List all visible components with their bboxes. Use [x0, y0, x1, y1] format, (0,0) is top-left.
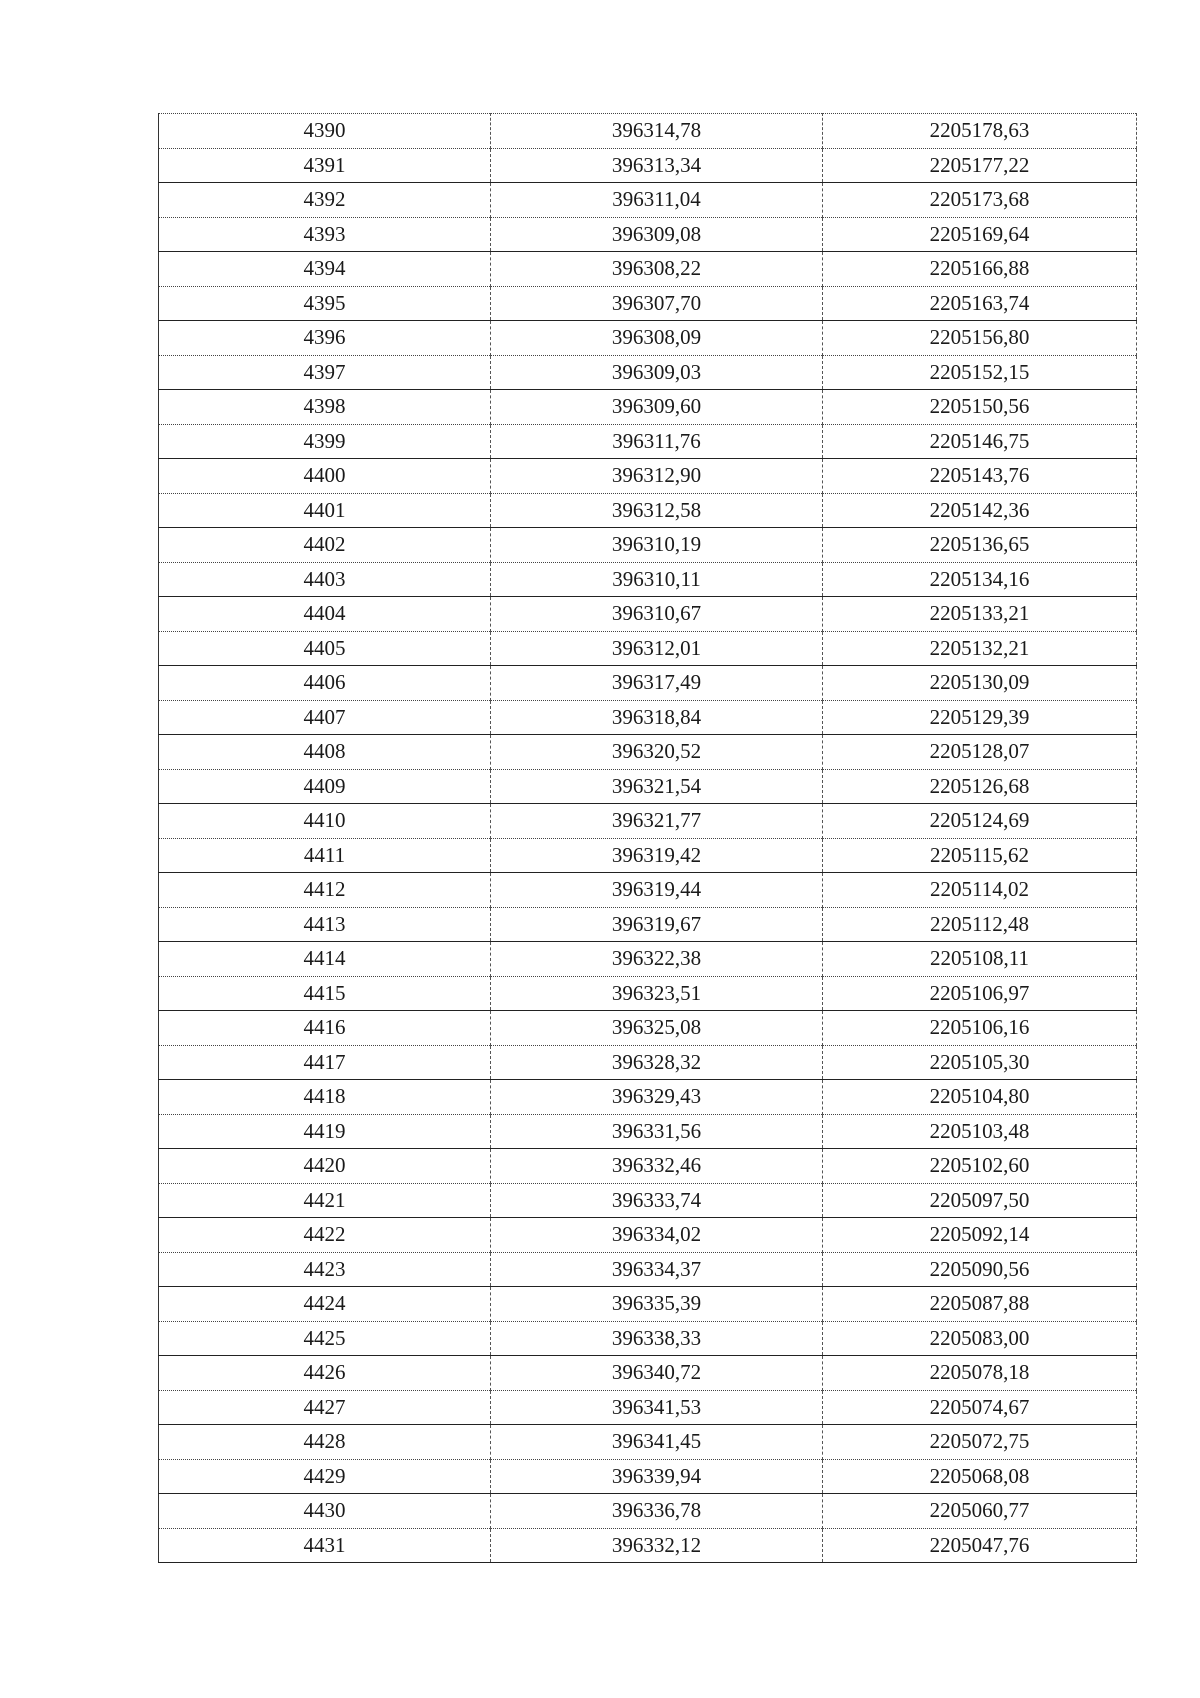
- table-row: [159, 355, 1137, 390]
- x-coordinate-cell: 396323,51: [491, 976, 823, 1011]
- x-coordinate-cell: 396332,46: [491, 1149, 823, 1184]
- table-row: [159, 286, 1137, 321]
- x-coordinate-cell: 396307,70: [491, 286, 823, 321]
- point-number-cell: 4429: [159, 1459, 491, 1494]
- point-number-cell: 4414: [159, 942, 491, 977]
- point-number-cell: 4413: [159, 907, 491, 942]
- point-number-cell: 4409: [159, 769, 491, 804]
- point-number-cell: 4426: [159, 1356, 491, 1391]
- y-coordinate-cell: 2205060,77: [823, 1494, 1137, 1529]
- y-coordinate-cell: 2205083,00: [823, 1321, 1137, 1356]
- table-row: [159, 838, 1137, 873]
- point-number-cell: 4428: [159, 1425, 491, 1460]
- y-coordinate-cell: 2205143,76: [823, 459, 1137, 494]
- table-row: [159, 1390, 1137, 1425]
- point-number-cell: 4408: [159, 735, 491, 770]
- y-coordinate-cell: 2205150,56: [823, 390, 1137, 425]
- coordinates-table-body: [159, 114, 1137, 1563]
- x-coordinate-cell: 396331,56: [491, 1114, 823, 1149]
- y-coordinate-cell: 2205074,67: [823, 1390, 1137, 1425]
- table-row: [159, 942, 1137, 977]
- x-coordinate-cell: 396310,67: [491, 597, 823, 632]
- y-coordinate-cell: 2205090,56: [823, 1252, 1137, 1287]
- table-row: [159, 907, 1137, 942]
- x-coordinate-cell: 396341,53: [491, 1390, 823, 1425]
- x-coordinate-cell: 396322,38: [491, 942, 823, 977]
- x-coordinate-cell: 396321,77: [491, 804, 823, 839]
- y-coordinate-cell: 2205142,36: [823, 493, 1137, 528]
- coordinates-table: [158, 113, 1137, 1563]
- x-coordinate-cell: 396338,33: [491, 1321, 823, 1356]
- point-number-cell: 4420: [159, 1149, 491, 1184]
- table-row: [159, 1252, 1137, 1287]
- table-row: [159, 148, 1137, 183]
- x-coordinate-cell: 396308,09: [491, 321, 823, 356]
- y-coordinate-cell: 2205112,48: [823, 907, 1137, 942]
- y-coordinate-cell: 2205103,48: [823, 1114, 1137, 1149]
- x-coordinate-cell: 396312,01: [491, 631, 823, 666]
- point-number-cell: 4404: [159, 597, 491, 632]
- x-coordinate-cell: 396333,74: [491, 1183, 823, 1218]
- y-coordinate-cell: 2205166,88: [823, 252, 1137, 287]
- x-coordinate-cell: 396339,94: [491, 1459, 823, 1494]
- x-coordinate-cell: 396334,02: [491, 1218, 823, 1253]
- x-coordinate-cell: 396309,60: [491, 390, 823, 425]
- x-coordinate-cell: 396332,12: [491, 1528, 823, 1563]
- table-row: [159, 597, 1137, 632]
- y-coordinate-cell: 2205130,09: [823, 666, 1137, 701]
- x-coordinate-cell: 396320,52: [491, 735, 823, 770]
- point-number-cell: 4425: [159, 1321, 491, 1356]
- x-coordinate-cell: 396308,22: [491, 252, 823, 287]
- y-coordinate-cell: 2205106,16: [823, 1011, 1137, 1046]
- table-row: [159, 1149, 1137, 1184]
- table-row: [159, 631, 1137, 666]
- point-number-cell: 4421: [159, 1183, 491, 1218]
- point-number-cell: 4406: [159, 666, 491, 701]
- table-row: [159, 493, 1137, 528]
- table-row: [159, 183, 1137, 218]
- y-coordinate-cell: 2205092,14: [823, 1218, 1137, 1253]
- point-number-cell: 4403: [159, 562, 491, 597]
- table-row: [159, 735, 1137, 770]
- x-coordinate-cell: 396319,67: [491, 907, 823, 942]
- point-number-cell: 4418: [159, 1080, 491, 1115]
- y-coordinate-cell: 2205136,65: [823, 528, 1137, 563]
- x-coordinate-cell: 396340,72: [491, 1356, 823, 1391]
- y-coordinate-cell: 2205078,18: [823, 1356, 1137, 1391]
- x-coordinate-cell: 396328,32: [491, 1045, 823, 1080]
- x-coordinate-cell: 396318,84: [491, 700, 823, 735]
- point-number-cell: 4431: [159, 1528, 491, 1563]
- table-row: [159, 1080, 1137, 1115]
- y-coordinate-cell: 2205106,97: [823, 976, 1137, 1011]
- point-number-cell: 4411: [159, 838, 491, 873]
- y-coordinate-cell: 2205169,64: [823, 217, 1137, 252]
- y-coordinate-cell: 2205072,75: [823, 1425, 1137, 1460]
- point-number-cell: 4397: [159, 355, 491, 390]
- point-number-cell: 4430: [159, 1494, 491, 1529]
- point-number-cell: 4398: [159, 390, 491, 425]
- x-coordinate-cell: 396336,78: [491, 1494, 823, 1529]
- point-number-cell: 4396: [159, 321, 491, 356]
- point-number-cell: 4407: [159, 700, 491, 735]
- x-coordinate-cell: 396341,45: [491, 1425, 823, 1460]
- y-coordinate-cell: 2205129,39: [823, 700, 1137, 735]
- x-coordinate-cell: 396311,76: [491, 424, 823, 459]
- table-row: [159, 217, 1137, 252]
- table-row: [159, 1528, 1137, 1563]
- y-coordinate-cell: 2205133,21: [823, 597, 1137, 632]
- point-number-cell: 4416: [159, 1011, 491, 1046]
- point-number-cell: 4401: [159, 493, 491, 528]
- table-row: [159, 562, 1137, 597]
- point-number-cell: 4405: [159, 631, 491, 666]
- point-number-cell: 4400: [159, 459, 491, 494]
- point-number-cell: 4412: [159, 873, 491, 908]
- y-coordinate-cell: 2205068,08: [823, 1459, 1137, 1494]
- table-row: [159, 390, 1137, 425]
- table-row: [159, 1183, 1137, 1218]
- table-row: [159, 1356, 1137, 1391]
- table-row: [159, 528, 1137, 563]
- table-row: [159, 321, 1137, 356]
- x-coordinate-cell: 396317,49: [491, 666, 823, 701]
- y-coordinate-cell: 2205114,02: [823, 873, 1137, 908]
- y-coordinate-cell: 2205146,75: [823, 424, 1137, 459]
- table-row: [159, 1287, 1137, 1322]
- y-coordinate-cell: 2205124,69: [823, 804, 1137, 839]
- table-row: [159, 873, 1137, 908]
- table-row: [159, 114, 1137, 149]
- x-coordinate-cell: 396319,44: [491, 873, 823, 908]
- point-number-cell: 4393: [159, 217, 491, 252]
- table-row: [159, 700, 1137, 735]
- point-number-cell: 4394: [159, 252, 491, 287]
- x-coordinate-cell: 396312,58: [491, 493, 823, 528]
- x-coordinate-cell: 396325,08: [491, 1011, 823, 1046]
- point-number-cell: 4399: [159, 424, 491, 459]
- y-coordinate-cell: 2205152,15: [823, 355, 1137, 390]
- y-coordinate-cell: 2205105,30: [823, 1045, 1137, 1080]
- table-row: [159, 424, 1137, 459]
- point-number-cell: 4410: [159, 804, 491, 839]
- x-coordinate-cell: 396311,04: [491, 183, 823, 218]
- table-row: [159, 1218, 1137, 1253]
- point-number-cell: 4395: [159, 286, 491, 321]
- x-coordinate-cell: 396321,54: [491, 769, 823, 804]
- table-row: [159, 666, 1137, 701]
- y-coordinate-cell: 2205115,62: [823, 838, 1137, 873]
- table-row: [159, 1425, 1137, 1460]
- table-row: [159, 1011, 1137, 1046]
- table-row: [159, 252, 1137, 287]
- table-row: [159, 1494, 1137, 1529]
- table-row: [159, 1114, 1137, 1149]
- table-row: [159, 769, 1137, 804]
- y-coordinate-cell: 2205132,21: [823, 631, 1137, 666]
- y-coordinate-cell: 2205128,07: [823, 735, 1137, 770]
- y-coordinate-cell: 2205108,11: [823, 942, 1137, 977]
- x-coordinate-cell: 396310,11: [491, 562, 823, 597]
- point-number-cell: 4402: [159, 528, 491, 563]
- y-coordinate-cell: 2205047,76: [823, 1528, 1137, 1563]
- point-number-cell: 4424: [159, 1287, 491, 1322]
- point-number-cell: 4392: [159, 183, 491, 218]
- point-number-cell: 4423: [159, 1252, 491, 1287]
- y-coordinate-cell: 2205177,22: [823, 148, 1137, 183]
- x-coordinate-cell: 396334,37: [491, 1252, 823, 1287]
- x-coordinate-cell: 396309,03: [491, 355, 823, 390]
- table-row: [159, 804, 1137, 839]
- y-coordinate-cell: 2205163,74: [823, 286, 1137, 321]
- y-coordinate-cell: 2205126,68: [823, 769, 1137, 804]
- y-coordinate-cell: 2205178,63: [823, 114, 1137, 149]
- x-coordinate-cell: 396329,43: [491, 1080, 823, 1115]
- y-coordinate-cell: 2205087,88: [823, 1287, 1137, 1322]
- x-coordinate-cell: 396335,39: [491, 1287, 823, 1322]
- table-row: [159, 459, 1137, 494]
- y-coordinate-cell: 2205156,80: [823, 321, 1137, 356]
- table-row: [159, 976, 1137, 1011]
- point-number-cell: 4427: [159, 1390, 491, 1425]
- point-number-cell: 4391: [159, 148, 491, 183]
- x-coordinate-cell: 396313,34: [491, 148, 823, 183]
- x-coordinate-cell: 396312,90: [491, 459, 823, 494]
- x-coordinate-cell: 396319,42: [491, 838, 823, 873]
- point-number-cell: 4390: [159, 114, 491, 149]
- x-coordinate-cell: 396309,08: [491, 217, 823, 252]
- x-coordinate-cell: 396314,78: [491, 114, 823, 149]
- point-number-cell: 4417: [159, 1045, 491, 1080]
- table-row: [159, 1459, 1137, 1494]
- point-number-cell: 4422: [159, 1218, 491, 1253]
- y-coordinate-cell: 2205134,16: [823, 562, 1137, 597]
- point-number-cell: 4415: [159, 976, 491, 1011]
- point-number-cell: 4419: [159, 1114, 491, 1149]
- table-row: [159, 1321, 1137, 1356]
- x-coordinate-cell: 396310,19: [491, 528, 823, 563]
- y-coordinate-cell: 2205173,68: [823, 183, 1137, 218]
- y-coordinate-cell: 2205097,50: [823, 1183, 1137, 1218]
- y-coordinate-cell: 2205104,80: [823, 1080, 1137, 1115]
- table-row: [159, 1045, 1137, 1080]
- y-coordinate-cell: 2205102,60: [823, 1149, 1137, 1184]
